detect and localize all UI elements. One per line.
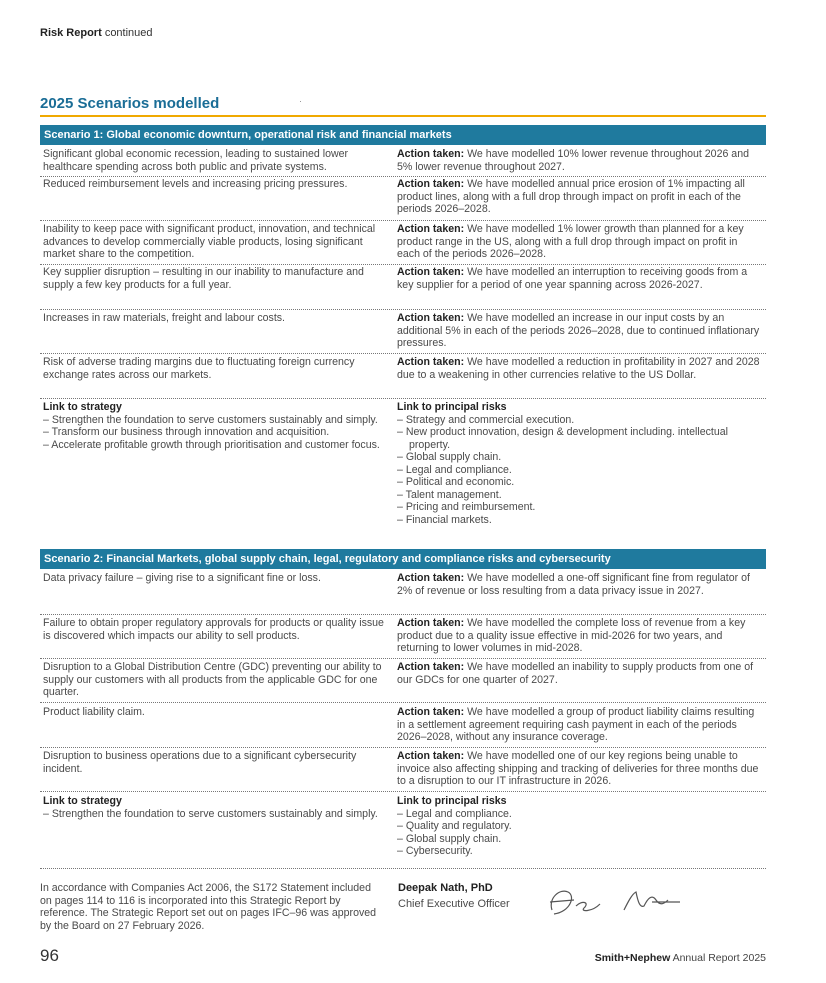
action-label: Action taken: xyxy=(397,706,465,718)
report-title: Annual Report 2025 xyxy=(672,952,766,964)
table-row xyxy=(40,356,766,399)
risks-heading: Link to principal risks xyxy=(397,795,507,807)
link-to-principal-risks xyxy=(397,795,763,858)
action-text: We have modelled annual price erosion of 1% impacting all product lines, along with a full drop through impact on profit in each of the periods 2026–2028. xyxy=(397,178,745,215)
report-brand xyxy=(595,952,766,964)
risk-item: – Global supply chain. xyxy=(397,832,502,845)
risk-description: Data privacy failure – giving rise to a significant fine or loss. xyxy=(43,572,321,584)
table-row xyxy=(40,706,766,748)
scenario-2-heading: Scenario 2: Financial Markets, global supply chain, legal, regulatory and compliance risks and cybersecurity xyxy=(40,549,766,569)
action-taken xyxy=(397,148,763,173)
table-row xyxy=(40,572,766,615)
risk-item: – Global supply chain. xyxy=(397,451,502,463)
action-label: Action taken: xyxy=(397,617,465,629)
risk-item: – Strategy and commercial execution. xyxy=(397,413,575,426)
action-label: Action taken: xyxy=(397,572,465,584)
strategy-item: – Strengthen the foundation to serve customers sustainably and simply. xyxy=(43,807,378,820)
action-taken xyxy=(397,178,763,216)
risk-item: – Legal and compliance. xyxy=(397,807,512,820)
action-label: Action taken: xyxy=(397,223,465,235)
link-to-strategy xyxy=(43,401,393,451)
risk-description: Failure to obtain proper regulatory approvals for products or quality issue is discovered which impacts our ability to sell products. xyxy=(43,617,384,642)
table-row xyxy=(40,617,766,659)
action-taken xyxy=(397,572,763,597)
strategy-item: – Strengthen the foundation to serve customers sustainably and simply. xyxy=(43,413,378,426)
scenario-1-heading: Scenario 1: Global economic downturn, operational risk and financial markets xyxy=(40,125,766,145)
action-text: We have modelled the complete loss of revenue from a key product due to a quality issue effective in mid-2026 for two years, and returning to lower volumes in mid-2028. xyxy=(397,617,746,654)
risk-item: – Financial markets. xyxy=(397,513,492,526)
action-taken xyxy=(397,750,763,788)
action-label: Action taken: xyxy=(397,356,465,368)
risk-item: – Cybersecurity. xyxy=(397,845,473,857)
risk-description: Reduced reimbursement levels and increasing pricing pressures. xyxy=(43,178,348,190)
table-row xyxy=(40,223,766,265)
action-label: Action taken: xyxy=(397,312,465,324)
action-text: We have modelled an interruption to receiving goods from a key supplier for a period of one year spanning across 2026-2027. xyxy=(397,266,748,291)
action-text: We have modelled 1% lower growth than planned for a key product range in the US, along with a full drop through impact on profit in each of the periods 2026–2028. xyxy=(397,223,744,260)
links-row xyxy=(40,795,766,869)
strategy-heading: Link to strategy xyxy=(43,795,122,807)
running-header xyxy=(40,27,153,39)
risk-item: – Political and economic. xyxy=(397,476,515,488)
action-text: We have modelled 10% lower revenue throughout 2026 and 5% lower revenue throughout 2027. xyxy=(397,148,749,173)
table-row xyxy=(40,750,766,792)
action-text: We have modelled a group of product liability claims resulting in a settlement agreement requiring cash payment in each of the periods 2026–2028, without any insurance coverage. xyxy=(397,706,755,743)
risks-heading: Link to principal risks xyxy=(397,401,507,413)
action-taken xyxy=(397,617,763,655)
risk-description: Key supplier disruption – resulting in our inability to manufacture and supply a few key products for a full year. xyxy=(43,266,364,291)
action-text: We have modelled an increase in our input costs by an additional 5% in each of the periods 2026–2028, due to continued inflationary pressures. xyxy=(397,312,760,349)
strategy-heading: Link to strategy xyxy=(43,401,122,413)
action-text: We have modelled one of our key regions being unable to invoice also affecting shipping and tracking of deliveries for three months due to a disruption to our IT infrastructure in 2026. xyxy=(397,750,759,787)
risk-item: – New product innovation, design & development including. intellectual property. xyxy=(397,426,728,451)
strategy-item: – Accelerate profitable growth through prioritisation and customer focus. xyxy=(43,438,380,451)
header-continued: continued xyxy=(104,27,153,39)
risk-item: – Quality and regulatory. xyxy=(397,820,512,832)
strategy-item: – Transform our business through innovation and acquisition. xyxy=(43,426,330,438)
signature-image xyxy=(540,880,690,922)
action-label: Action taken: xyxy=(397,148,465,160)
action-taken xyxy=(397,223,763,261)
page-title: 2025 Scenarios modelled xyxy=(40,95,766,117)
page-number: 96 xyxy=(40,946,59,965)
risk-description: Increases in raw materials, freight and labour costs. xyxy=(43,312,286,324)
risk-item: – Pricing and reimbursement. xyxy=(397,501,536,513)
action-taken xyxy=(397,661,763,686)
link-to-strategy xyxy=(43,795,393,820)
risk-description: Disruption to business operations due to a significant cybersecurity incident. xyxy=(43,750,357,775)
action-taken xyxy=(397,266,763,291)
action-label: Action taken: xyxy=(397,266,465,278)
table-row xyxy=(40,312,766,354)
risk-description: Product liability claim. xyxy=(43,706,145,718)
action-taken xyxy=(397,312,763,350)
header-section: Risk Report xyxy=(40,27,102,39)
action-taken xyxy=(397,356,763,381)
signatory-name: Deepak Nath, PhD xyxy=(398,882,493,894)
action-text: We have modelled a reduction in profitability in 2027 and 2028 due to a weakening in other currencies relative to the US Dollar. xyxy=(397,356,760,381)
table-row xyxy=(40,148,766,177)
risk-item: – Legal and compliance. xyxy=(397,463,512,476)
risk-description: Disruption to a Global Distribution Centre (GDC) preventing our ability to supply our customers with all products from the applicable GDC for one quarter. xyxy=(43,661,382,698)
action-taken xyxy=(397,706,763,744)
risk-item: – Talent management. xyxy=(397,488,502,501)
approval-statement: In accordance with Companies Act 2006, the S172 Statement included on pages 114 to 116 is incorporated into this Strategic Report by reference. The Strategic Report set out on pages IFC–96 was approved by the Board on 27 February 2026. xyxy=(40,882,377,932)
table-row xyxy=(40,266,766,310)
action-label: Action taken: xyxy=(397,178,465,190)
table-row xyxy=(40,178,766,221)
action-text: We have modelled a one-off significant fine from regulator of 2% of revenue or loss resulting from a data privacy issue in 2027. xyxy=(397,572,750,597)
table-row xyxy=(40,661,766,703)
action-label: Action taken: xyxy=(397,661,465,673)
link-to-principal-risks xyxy=(397,401,763,526)
brand-name: Smith+Nephew xyxy=(594,952,671,964)
signatory-role: Chief Executive Officer xyxy=(398,898,510,910)
action-label: Action taken: xyxy=(397,750,465,762)
links-row xyxy=(40,401,766,546)
risk-description: Inability to keep pace with significant product, innovation, and technical advances to develop commercially viable products, losing significant market share to the competition. xyxy=(43,223,376,260)
action-text: We have modelled an inability to supply products from one of our GDCs for one quarter of 2027. xyxy=(397,661,754,686)
risk-description: Risk of adverse trading margins due to fluctuating foreign currency exchange rates across our markets. xyxy=(43,356,355,381)
risk-description: Significant global economic recession, leading to sustained lower healthcare spending across both public and private systems. xyxy=(43,148,349,173)
